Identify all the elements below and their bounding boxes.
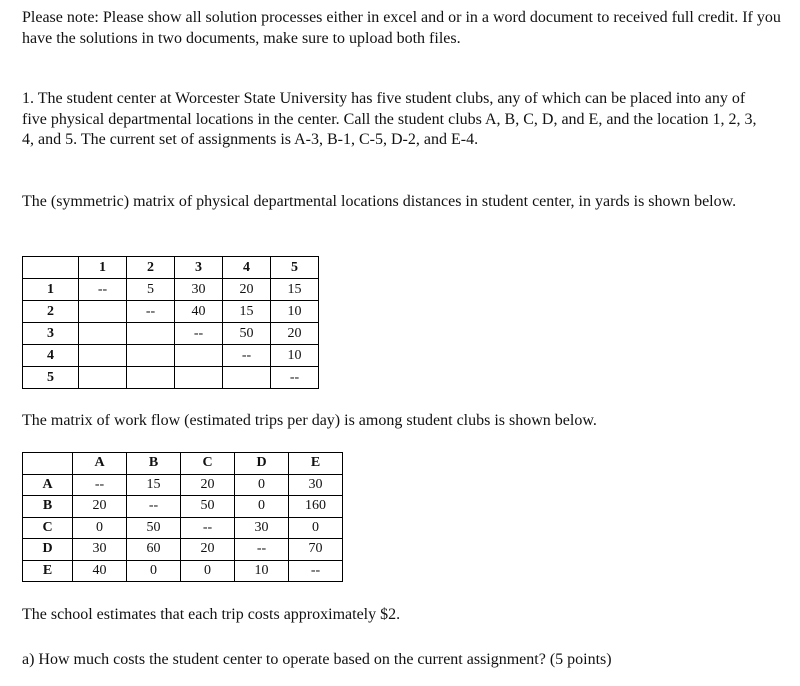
distance-matrix-cell [79, 367, 127, 389]
distance-matrix-row [23, 323, 319, 345]
work-flow-matrix-cell: 0 [181, 560, 235, 582]
work-flow-matrix-cell: -- [181, 517, 235, 539]
distance-matrix-column-header: 4 [223, 257, 271, 279]
work-flow-matrix-row [23, 517, 343, 539]
work-flow-matrix-cell: 30 [289, 474, 343, 496]
work-flow-matrix-row [23, 496, 343, 518]
work-flow-matrix-column-header: A [73, 453, 127, 475]
work-flow-matrix-cell: 0 [235, 496, 289, 518]
distance-matrix-cell: 5 [127, 279, 175, 301]
work-flow-matrix-cell: 30 [235, 517, 289, 539]
work-flow-matrix-cell: -- [73, 474, 127, 496]
distance-matrix-column-header: 5 [271, 257, 319, 279]
work-flow-matrix-cell: 160 [289, 496, 343, 518]
work-flow-matrix-row [23, 539, 343, 561]
distance-matrix-row [23, 279, 319, 301]
work-flow-matrix-row-header: A [23, 474, 73, 496]
work-flow-matrix-cell: 0 [127, 560, 181, 582]
work-flow-intro: The matrix of work flow (estimated trips per day) is among student clubs is shown below. [22, 412, 597, 429]
work-flow-matrix-cell: 0 [235, 474, 289, 496]
distance-matrix-row-header: 2 [23, 301, 79, 323]
work-flow-matrix-row-header: B [23, 496, 73, 518]
work-flow-matrix-cell: 50 [181, 496, 235, 518]
distance-matrix-row-header: 1 [23, 279, 79, 301]
distance-matrix-intro: The (symmetric) matrix of physical departmental locations distances in student center, in yards is shown below. [22, 193, 737, 210]
work-flow-matrix-cell: 20 [73, 496, 127, 518]
work-flow-matrix-cell: 15 [127, 474, 181, 496]
distance-matrix-cell: 20 [223, 279, 271, 301]
work-flow-matrix-cell: 10 [235, 560, 289, 582]
work-flow-matrix-row-header: E [23, 560, 73, 582]
distance-matrix-row [23, 367, 319, 389]
work-flow-matrix-cell: 20 [181, 539, 235, 561]
distance-matrix-cell [127, 367, 175, 389]
distance-matrix-cell: -- [79, 279, 127, 301]
question-a-text: a) How much costs the student center to operate based on the current assignment? (5 points) [22, 651, 612, 668]
distance-matrix-column-header: 1 [79, 257, 127, 279]
work-flow-matrix-column-header: D [235, 453, 289, 475]
distance-matrix-cell [127, 345, 175, 367]
distance-matrix-row-header: 3 [23, 323, 79, 345]
work-flow-matrix-row [23, 560, 343, 582]
work-flow-matrix-column-header: B [127, 453, 181, 475]
distance-matrix-cell: 50 [223, 323, 271, 345]
distance-matrix-cell [79, 345, 127, 367]
work-flow-matrix-row-header: D [23, 539, 73, 561]
distance-matrix-cell: 10 [271, 345, 319, 367]
distance-matrix-cell: 10 [271, 301, 319, 323]
work-flow-matrix-cell: 0 [73, 517, 127, 539]
distance-matrix-cell: -- [175, 323, 223, 345]
distance-matrix-header-row [23, 257, 319, 279]
work-flow-matrix-cell: 50 [127, 517, 181, 539]
work-flow-matrix-cell: -- [235, 539, 289, 561]
distance-matrix-row [23, 345, 319, 367]
work-flow-matrix-cell: -- [127, 496, 181, 518]
distance-matrix-table [22, 256, 319, 389]
distance-matrix-column-header: 2 [127, 257, 175, 279]
work-flow-matrix-cell: -- [289, 560, 343, 582]
trip-cost-note: The school estimates that each trip costs approximately $2. [22, 606, 401, 623]
distance-matrix-cell [175, 345, 223, 367]
work-flow-matrix-column-header: C [181, 453, 235, 475]
distance-matrix-row [23, 301, 319, 323]
distance-matrix-cell [223, 367, 271, 389]
distance-matrix-cell: -- [271, 367, 319, 389]
work-flow-matrix-cell: 30 [73, 539, 127, 561]
distance-matrix-cell [127, 323, 175, 345]
question-1-text: 1. The student center at Worcester State University has five student clubs, any of which can be placed into any of five physical departmental locations in the center. Call the student clubs A, B, C, D, and E, and the location 1, 2, 3, 4, and 5. The current set of assignments is A-3, B-1, C-5, D-2, and E-4. [22, 90, 757, 148]
distance-matrix-cell: -- [223, 345, 271, 367]
distance-matrix-cell [175, 367, 223, 389]
distance-matrix-row-header: 4 [23, 345, 79, 367]
work-flow-matrix-cell: 70 [289, 539, 343, 561]
instructions-note: Please note: Please show all solution processes either in excel and or in a word document to received full credit. If you have the solutions in two documents, make sure to upload both files. [22, 9, 781, 47]
distance-matrix-cell: -- [127, 301, 175, 323]
distance-matrix-cell: 15 [271, 279, 319, 301]
work-flow-matrix-table [22, 452, 343, 582]
work-flow-matrix-row [23, 474, 343, 496]
distance-matrix-cell: 20 [271, 323, 319, 345]
distance-matrix-cell: 15 [223, 301, 271, 323]
distance-matrix-cell: 30 [175, 279, 223, 301]
distance-matrix-column-header: 3 [175, 257, 223, 279]
distance-matrix-row-header: 5 [23, 367, 79, 389]
work-flow-matrix-cell: 20 [181, 474, 235, 496]
distance-matrix-column-header [23, 257, 79, 279]
work-flow-matrix-cell: 60 [127, 539, 181, 561]
work-flow-matrix-cell: 0 [289, 517, 343, 539]
work-flow-matrix-header-row [23, 453, 343, 475]
work-flow-matrix-column-header [23, 453, 73, 475]
distance-matrix-cell [79, 323, 127, 345]
work-flow-matrix-row-header: C [23, 517, 73, 539]
work-flow-matrix-column-header: E [289, 453, 343, 475]
work-flow-matrix-cell: 40 [73, 560, 127, 582]
distance-matrix-cell [79, 301, 127, 323]
distance-matrix-cell: 40 [175, 301, 223, 323]
